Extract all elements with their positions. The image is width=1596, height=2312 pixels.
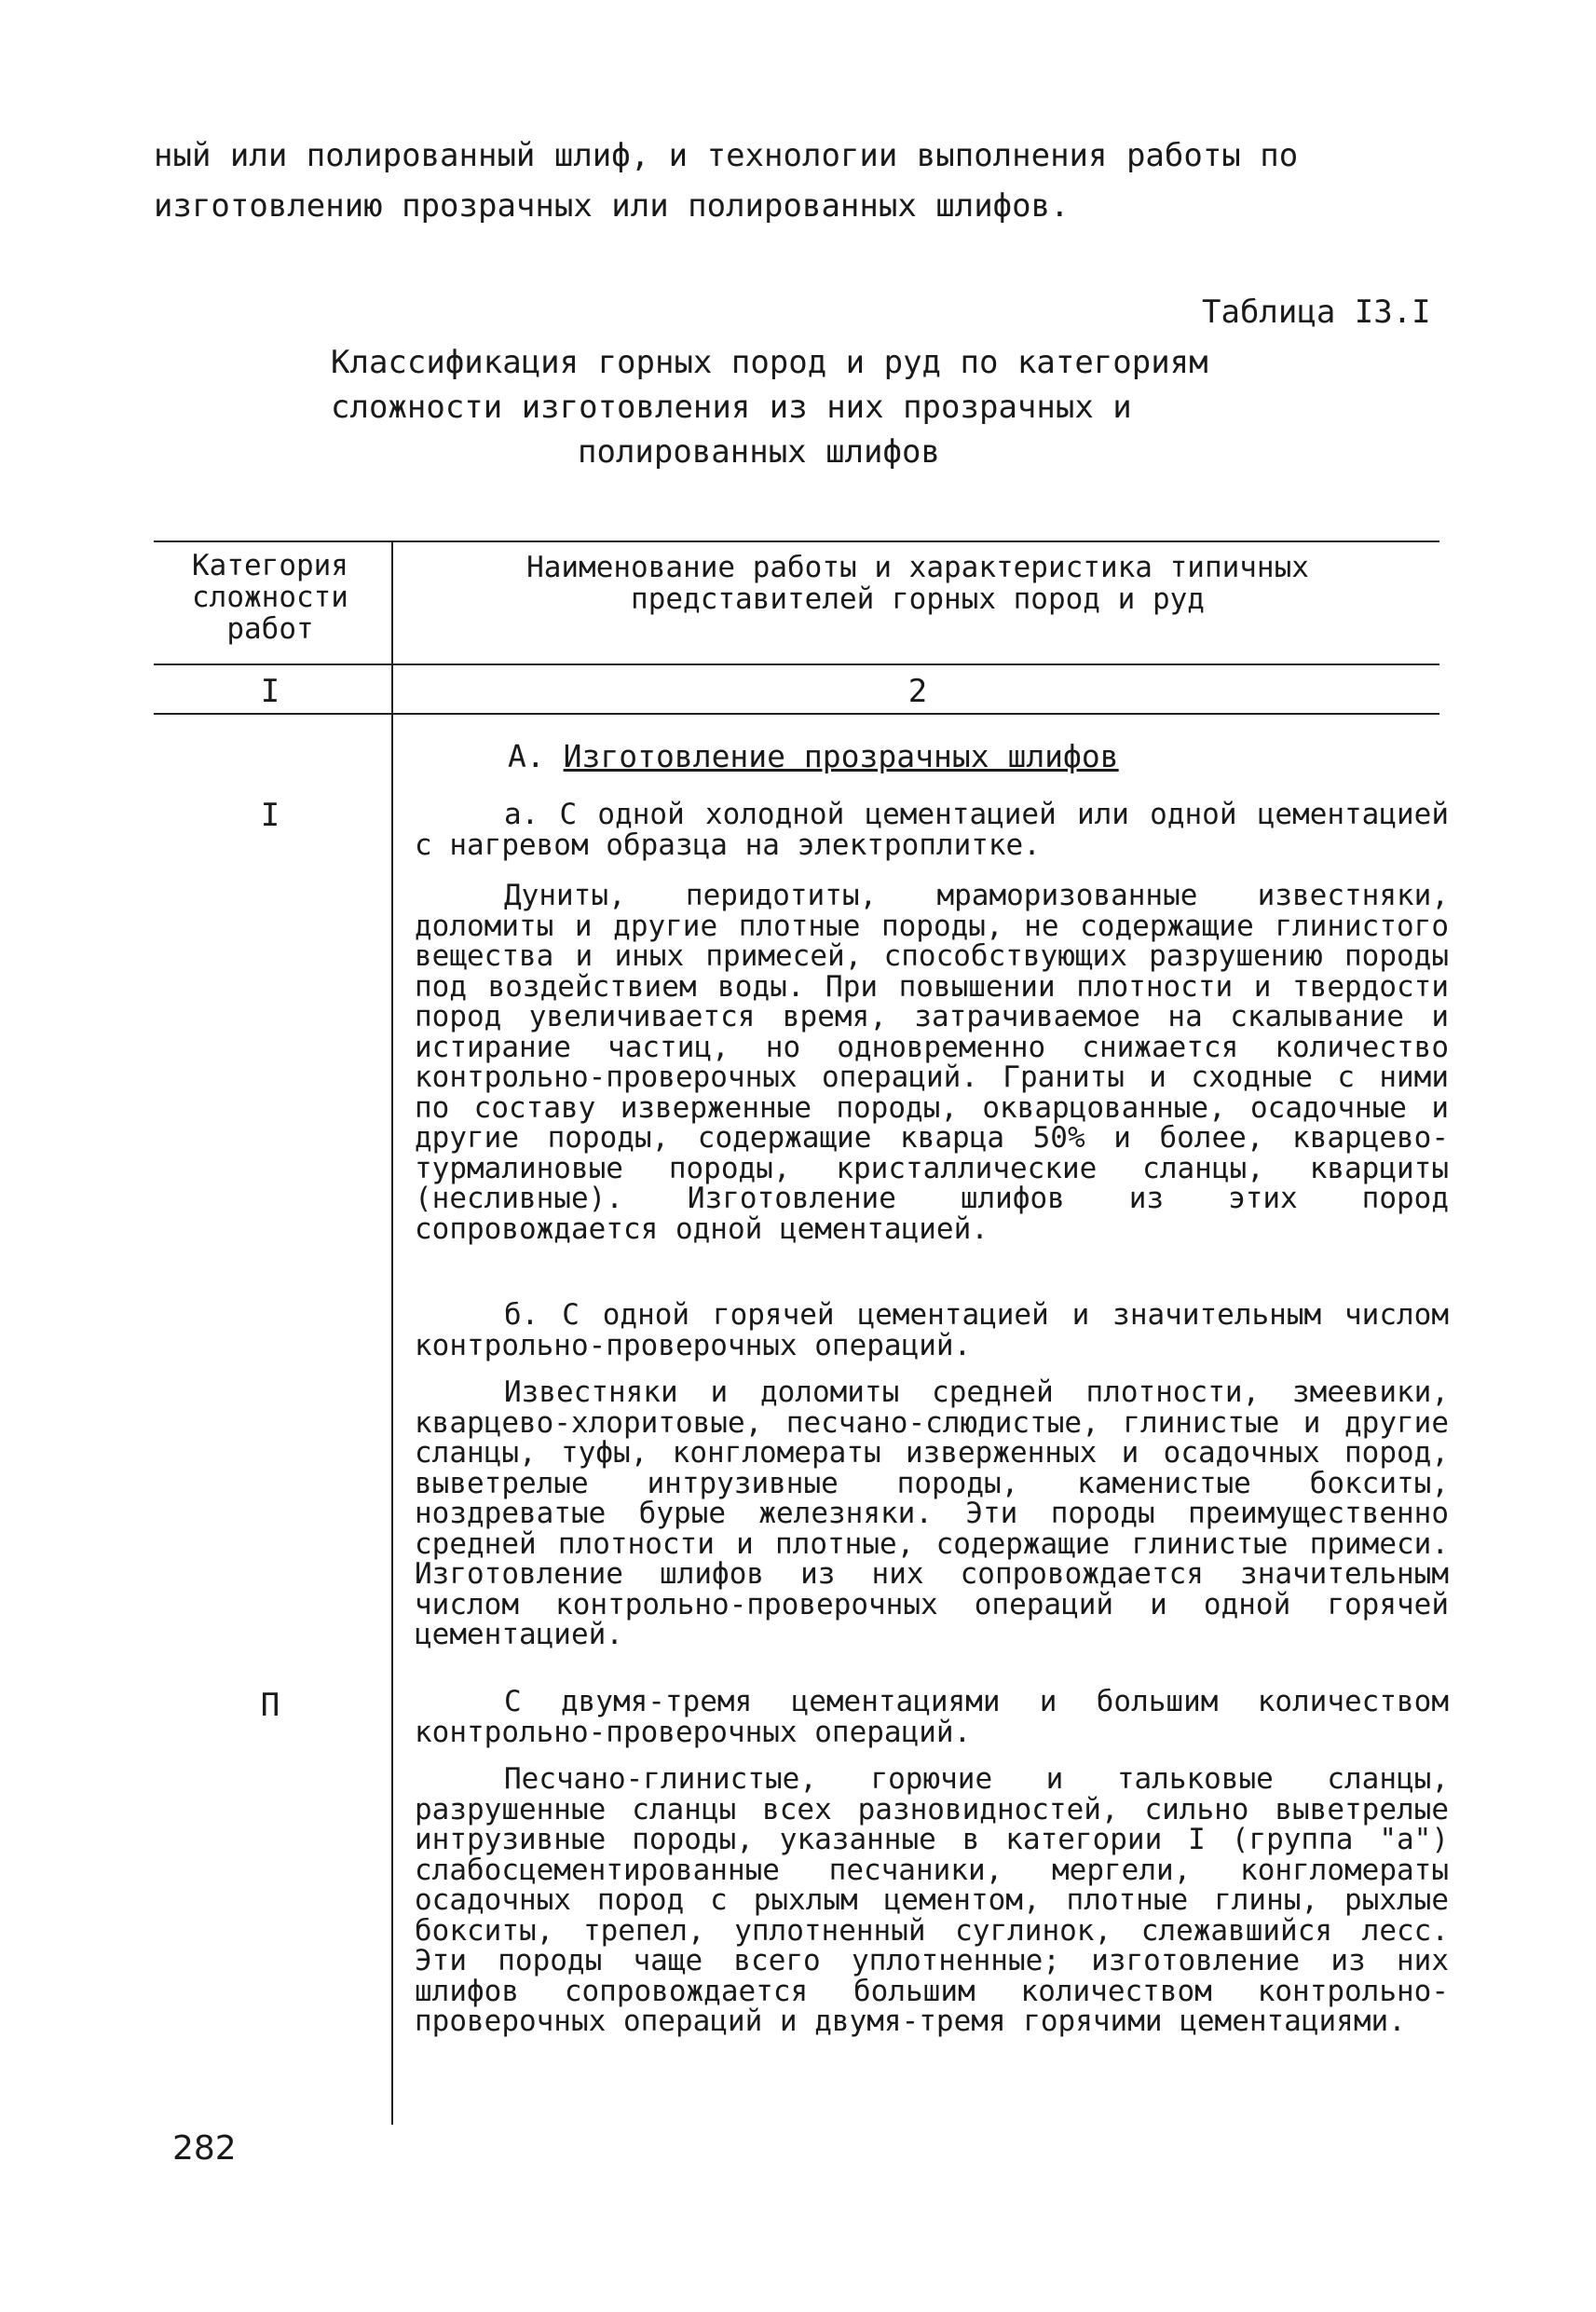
header-category-line-2: сложности (192, 581, 348, 614)
header-description-line-1: Наименование работы и характеристика типичных (526, 551, 1309, 584)
section-prefix: А. (508, 738, 545, 774)
intro-text (154, 130, 1458, 231)
column-number-1: I (260, 673, 280, 710)
row-1-subheading-a (415, 800, 1449, 860)
row-1-subheading-b (415, 1300, 1449, 1361)
table-colnum-rule (154, 713, 1439, 715)
header-category (154, 550, 387, 645)
paragraph-b: б. С одной горячей цементацией и значительным числом контрольно-проверочных операций. (415, 1298, 1449, 1362)
table-number: Таблица I3.I (1202, 294, 1431, 331)
section-title (508, 738, 1119, 774)
header-description (396, 552, 1439, 615)
intro-line-2: изготовлению прозрачных или полированных шлифов. (154, 187, 1070, 225)
paragraph-b-body: Известняки и доломиты средней плотности, змеевики, кварцево-хлоритовые, песчано-слюдистые, глинистые и другие сланцы, туфы, конгломераты изверженных и осадочных пород, выветрелые интрузивные породы, каменистые бокситы, ноздреватые бурые железняки. Эти породы преимущественно средней плотности и плотные, содержащие глинистые примеси. Изготовление шлифов из них сопровождается значительным числом контрольно-проверочных операций и одной горячей цементацией. (415, 1375, 1449, 1651)
category-label: П (260, 1687, 280, 1724)
caption-line-3: полированных шлифов (578, 433, 940, 471)
page-number: 282 (172, 2129, 237, 2168)
header-category-line-1: Категория (192, 549, 348, 582)
table-caption (331, 340, 1262, 474)
paragraph-cat2: С двумя-тремя цементациями и большим количеством контрольно-проверочных операций. (415, 1685, 1449, 1749)
category-label: I (260, 797, 280, 834)
header-description-line-2: представителей горных пород и руд (631, 582, 1205, 616)
paragraph-a-body: Дуниты, перидотиты, мраморизованные известняки, доломиты и другие плотные породы, не содержащие глинистого вещества и иных примесей, способствующих разрушению породы под воздействием воды. При повышении плотности и твердости пород увеличивается время, затрачиваемое на скалывание и истирание частиц, но одновременно снижается количество контрольно-проверочных операций. Граниты и сходные с ними по составу изверженные породы, окварцованные, осадочные и другие породы, содержащие кварца 50% и более, кварцево-турмалиновые породы, кристаллические сланцы, кварциты (несливные). Изготовление шлифов из этих пород сопровождается одной цементацией. (415, 879, 1449, 1246)
row-1-description-a (415, 881, 1449, 1244)
caption-line-2: сложности изготовления из них прозрачных и (331, 389, 1132, 426)
caption-line-1: Классификация горных пород и руд по категориям (331, 344, 1208, 381)
row-2-description (415, 1764, 1449, 2037)
paragraph-a: а. С одной холодной цементацией или одной цементацией с нагревом образца на электроплитке. (415, 798, 1449, 862)
paragraph-cat2-body: Песчано-глинистые, горючие и тальковые сланцы, разрушенные сланцы всех разновидностей, сильно выветрелые интрузивные породы, указанные в категории I (группа "а") слабосцементированные песчаники, мергели, конгломераты осадочных пород с рыхлым цементом, плотные глины, рыхлые бокситы, трепел, уплотненный суглинок, слежавшийся лесс. Эти породы чаще всего уплотненные; изготовление из них шлифов сопровождается большим количеством контрольно-проверочных операций и двумя-тремя горячими цементациями. (415, 1762, 1449, 2038)
row-2-subheading (415, 1687, 1449, 1747)
row-1-description-b (415, 1377, 1449, 1650)
table-top-rule (154, 540, 1439, 542)
column-number-2: 2 (907, 673, 928, 710)
header-category-line-3: работ (226, 612, 314, 646)
table-column-divider (391, 540, 393, 2125)
table-header-rule (154, 664, 1439, 665)
section-title-text: Изготовление прозрачных шлифов (563, 738, 1119, 774)
intro-line-1: ный или полированный шлиф, и технологии выполнения работы по (154, 137, 1299, 174)
